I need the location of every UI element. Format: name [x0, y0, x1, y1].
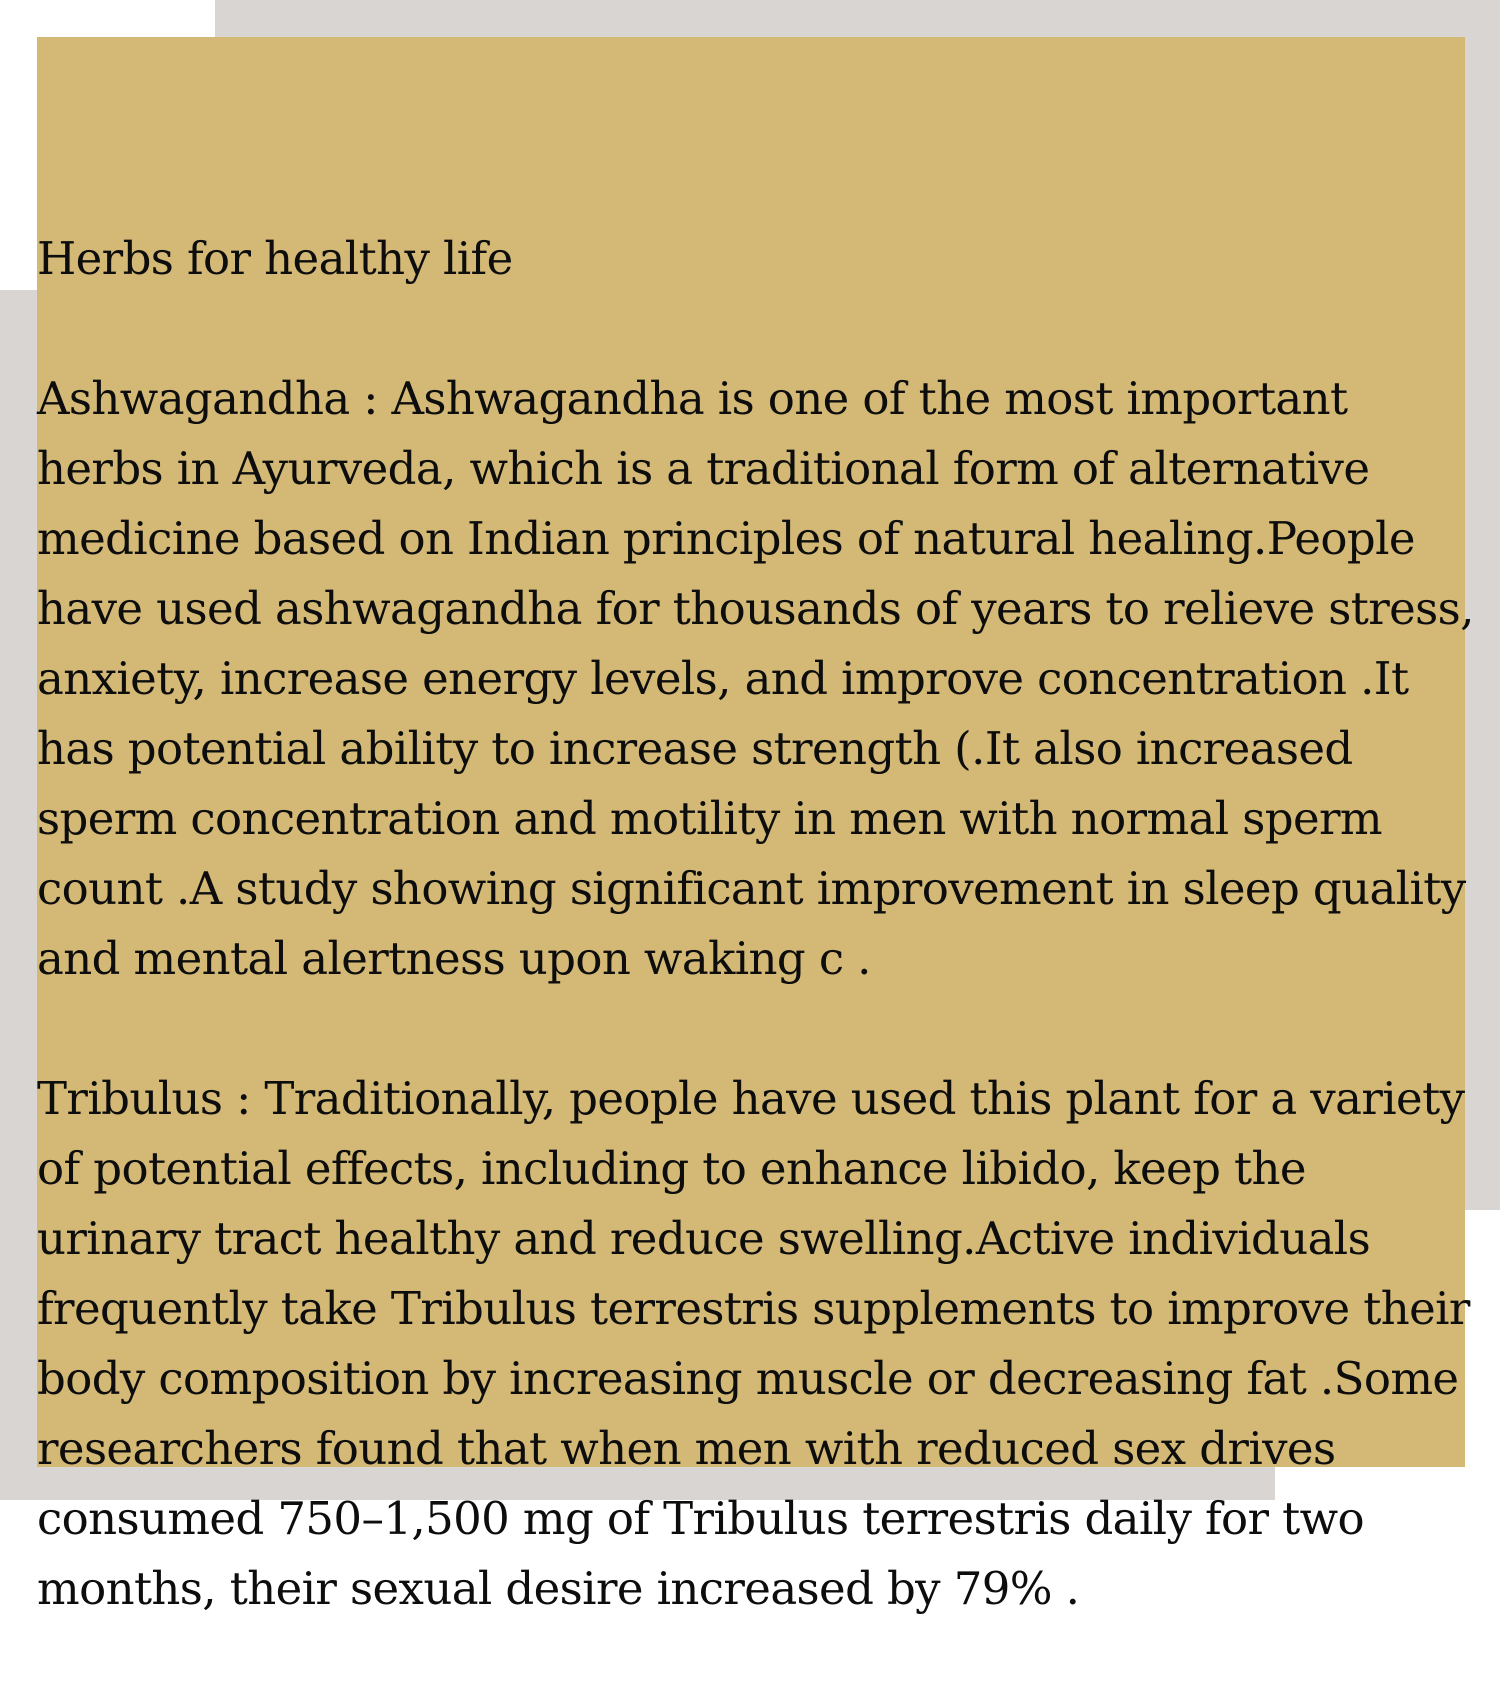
ashwagandha-paragraph: Ashwagandha : Ashwagandha is one of the most important herbs in Ayurveda, which is a traditional form of alternative medicine based on Indian principles of natural healing.People have used ashwagandha for thousands of years to relieve stress, anxiety, increase energy levels, and improve concentration .It has potential ability to increase strength (.It also increased sperm concentration and motility in men with normal sperm count .A study showing significant improvement in sleep quality and mental alertness upon waking c .	[37, 372, 1474, 985]
article-text	[37, 154, 1477, 1694]
article-title: Herbs for healthy life	[37, 232, 513, 285]
text-card	[37, 37, 1474, 1615]
tribulus-paragraph: Tribulus : Traditionally, people have used this plant for a variety of potential effects, including to enhance libido, keep the urinary tract healthy and reduce swelling.Active individuals frequently take Tribulus terrestris supplements to improve their body composition by increasing muscle or decreasing fat .Some researchers found that when men with reduced sex drives consumed 750–1,500 mg of Tribulus terrestris daily for two months, their sexual desire increased by 79% .	[37, 1072, 1470, 1615]
